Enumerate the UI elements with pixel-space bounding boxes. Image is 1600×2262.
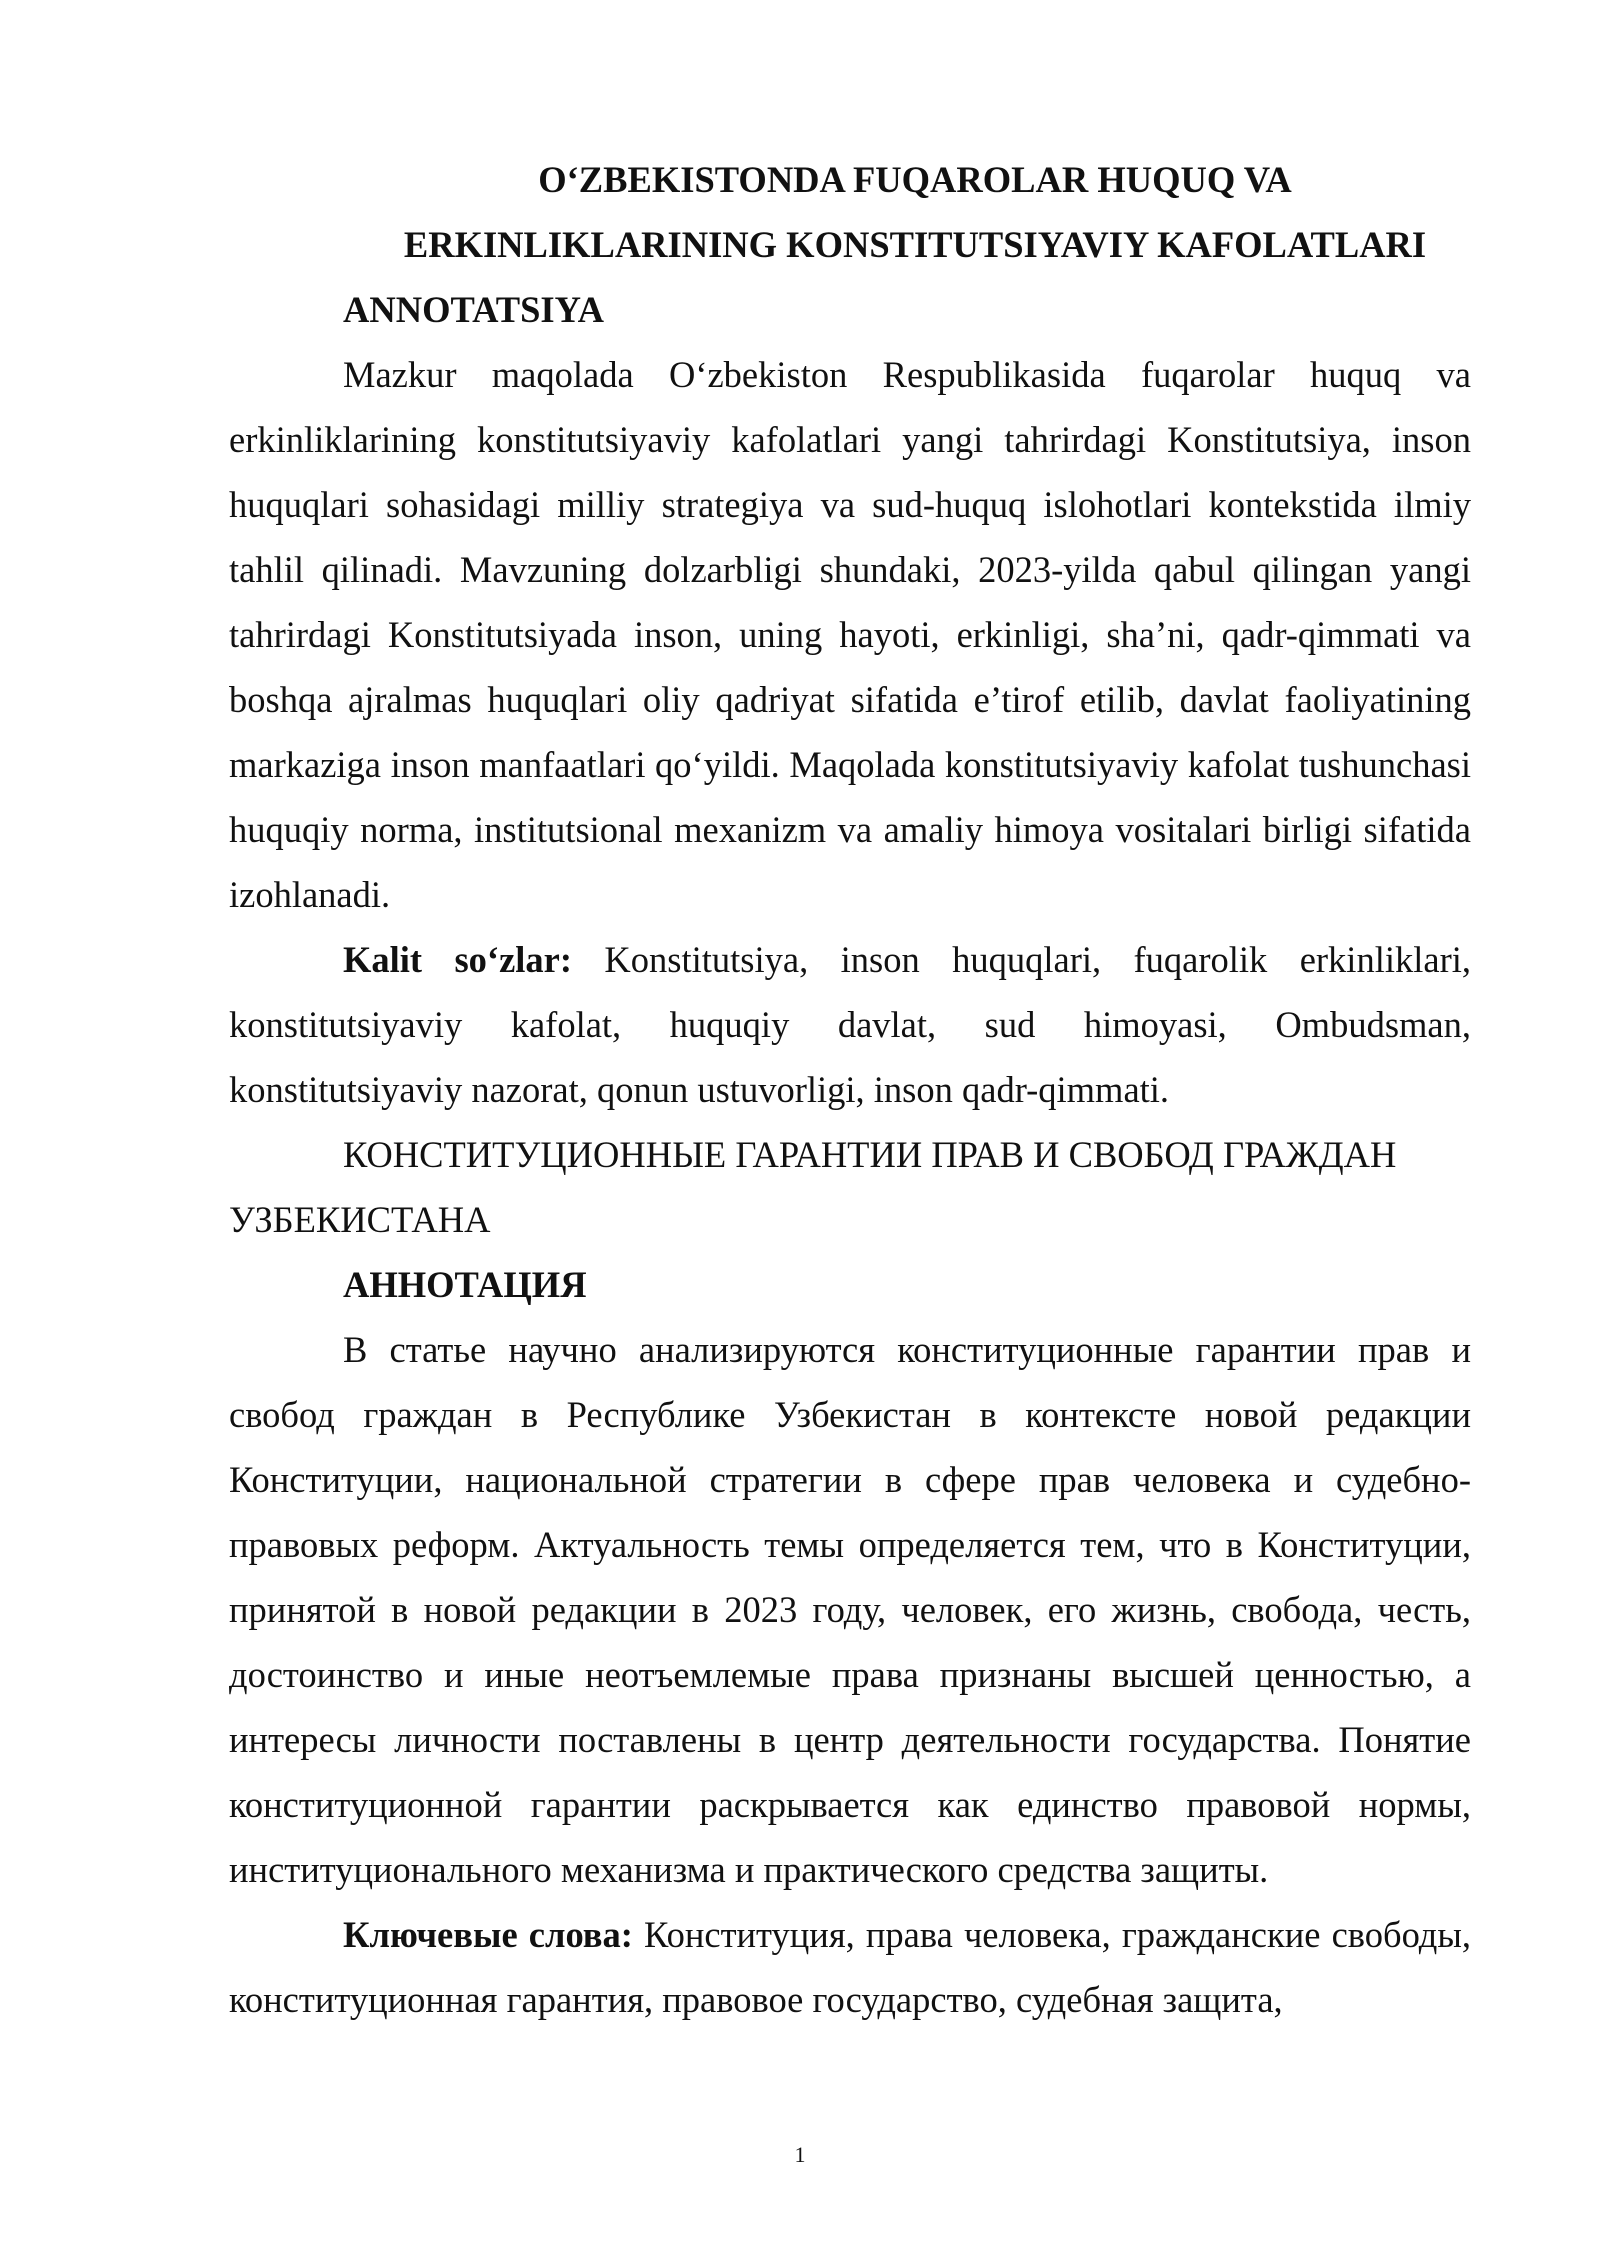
title-line-1: O‘ZBEKISTONDA FUQAROLAR HUQUQ VA (538, 159, 1292, 200)
uz-keywords-paragraph (229, 927, 1471, 1122)
ru-keywords-text: Конституция, права человека, гражданские свободы, конституционная гарантия, правовое государство, судебная защита, (229, 1914, 1472, 2020)
ru-annotation-heading: АННОТАЦИЯ (343, 1264, 587, 1305)
ru-annotation-paragraph: В статье научно анализируются конституционные гарантии прав и свобод граждан в Республике Узбекистан в контексте новой редакции Конституции, национальной стратегии в сфере прав человека и судебно-правовых реформ. Актуальность темы определяется тем, что в Конституции, принятой в новой редакции в 2023 году, человек, его жизнь, свобода, честь, достоинство и иные неотъемлемые права признаны высшей ценностью, а интересы личности поставлены в центр деятельности государства. Понятие конституционной гарантии раскрывается как единство правовой нормы, институционального механизма и практического средства защиты. (229, 1329, 1471, 1890)
ru-keywords-label: Ключевые слова: (343, 1914, 633, 1955)
uz-annotation-paragraph: Mazkur maqolada O‘zbekiston Respublikasida fuqarolar huquq va erkinliklarining konstitutsiyaviy kafolatlari yangi tahrirdagi Konstitutsiya, inson huquqlari sohasidagi milliy strategiya va sud-huquq islohotlari kontekstida ilmiy tahlil qilinadi. Mavzuning dolzarbligi shundaki, 2023-yilda qabul qilingan yangi tahrirdagi Konstitutsiyada inson, uning hayoti, erkinligi, sha’ni, qadr-qimmati va boshqa ajralmas huquqlari oliy qadriyat sifatida e’tirof etilib, davlat faoliyatining markaziga inson manfaatlari qo‘yildi. Maqolada konstitutsiyaviy kafolat tushunchasi huquqiy norma, institutsional mexanizm va amaliy himoya vositalari birligi sifatida izohlanadi. (229, 354, 1471, 915)
document-body (229, 147, 1471, 2032)
uz-keywords-label: Kalit so‘zlar: (343, 939, 573, 980)
uz-annotation-heading: ANNOTATSIYA (343, 289, 604, 330)
ru-title: КОНСТИТУЦИОННЫЕ ГАРАНТИИ ПРАВ И СВОБОД ГРАЖДАН УЗБЕКИСТАНА (229, 1134, 1397, 1240)
title-line-2: ERKINLIKLARINING KONSTITUTSIYAVIY KAFOLATLARI (403, 224, 1427, 265)
page-number: 1 (794, 2142, 806, 2167)
ru-keywords-paragraph (229, 1902, 1471, 2032)
uz-keywords-text: Konstitutsiya, inson huquqlari, fuqarolik erkinliklari, konstitutsiyaviy kafolat, huquqiy davlat, sud himoyasi, Ombudsman, konstitutsiyaviy nazorat, qonun ustuvorligi, inson qadr-qimmati. (229, 939, 1471, 1110)
